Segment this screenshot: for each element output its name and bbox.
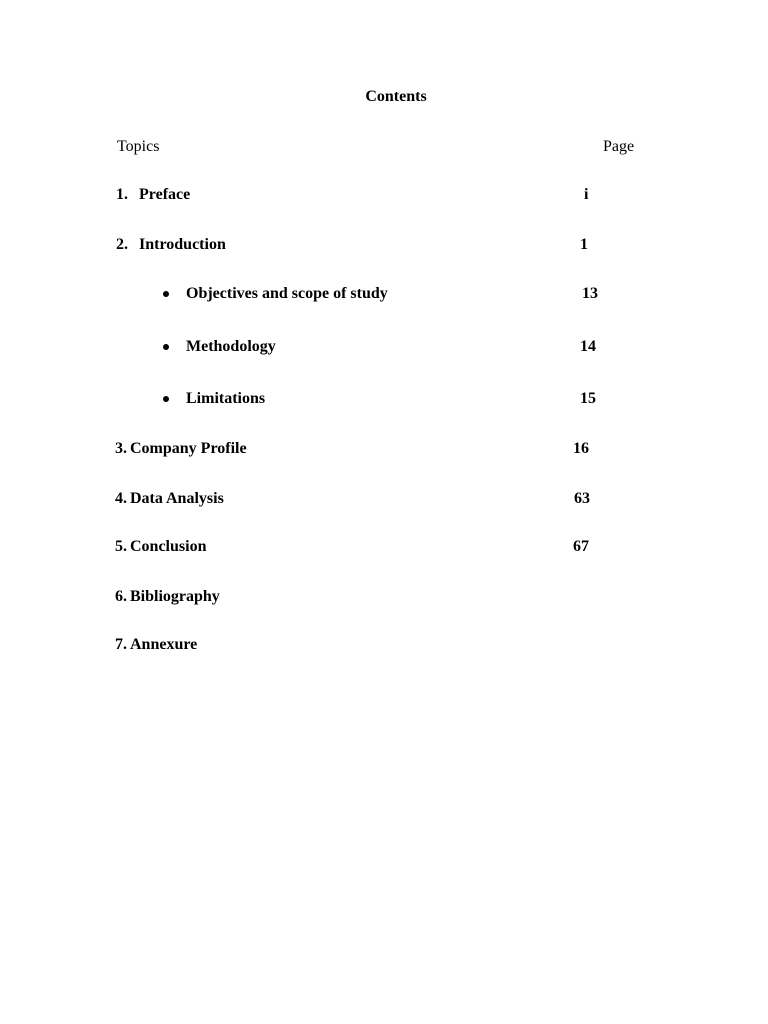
- toc-entry-label: Bibliography: [130, 588, 220, 605]
- page-column-header: Page: [603, 138, 635, 155]
- toc-entry-page: i: [584, 186, 589, 203]
- contents-title: Contents: [365, 88, 427, 105]
- toc-entry-methodology: [186, 339, 606, 359]
- toc-entry-objectives: [186, 286, 606, 306]
- toc-entry-page: 67: [573, 538, 589, 555]
- toc-entry-number: 7.: [115, 636, 127, 653]
- toc-entry-conclusion: [115, 539, 595, 559]
- toc-entry-number: 3.: [115, 440, 127, 457]
- toc-entry-data-analysis: [115, 491, 595, 511]
- toc-entry-page: 13: [582, 285, 598, 302]
- toc-entry-label: Objectives and scope of study: [186, 285, 388, 302]
- toc-entry-page: 1: [580, 236, 588, 253]
- toc-entry-preface: [116, 187, 596, 207]
- toc-entry-page: 63: [574, 490, 590, 507]
- toc-entry-limitations: [186, 391, 606, 411]
- toc-entry-number: 5.: [115, 538, 127, 555]
- toc-entry-label: Conclusion: [130, 538, 207, 555]
- toc-entry-label: Annexure: [130, 636, 198, 653]
- bullet-icon: [163, 396, 169, 402]
- toc-entry-number: 2.: [116, 236, 128, 253]
- topics-column-header: Topics: [117, 138, 160, 155]
- toc-entry-label: Company Profile: [130, 440, 247, 457]
- toc-entry-introduction: [116, 237, 596, 257]
- bullet-icon: [163, 291, 169, 297]
- toc-entry-number: 6.: [115, 588, 127, 605]
- toc-entry-label: Preface: [139, 186, 191, 203]
- toc-entry-number: 1.: [116, 186, 128, 203]
- toc-entry-label: Introduction: [139, 236, 226, 253]
- toc-entry-label: Methodology: [186, 338, 276, 355]
- toc-entry-bibliography: [115, 589, 595, 609]
- toc-entry-company-profile: [115, 441, 595, 461]
- toc-entry-page: 15: [580, 390, 596, 407]
- toc-entry-label: Limitations: [186, 390, 266, 407]
- toc-entry-annexure: [115, 637, 595, 657]
- toc-entry-number: 4.: [115, 490, 127, 507]
- toc-entry-page: 14: [580, 338, 596, 355]
- bullet-icon: [163, 344, 169, 350]
- toc-entry-label: Data Analysis: [130, 490, 224, 507]
- toc-entry-page: 16: [573, 440, 589, 457]
